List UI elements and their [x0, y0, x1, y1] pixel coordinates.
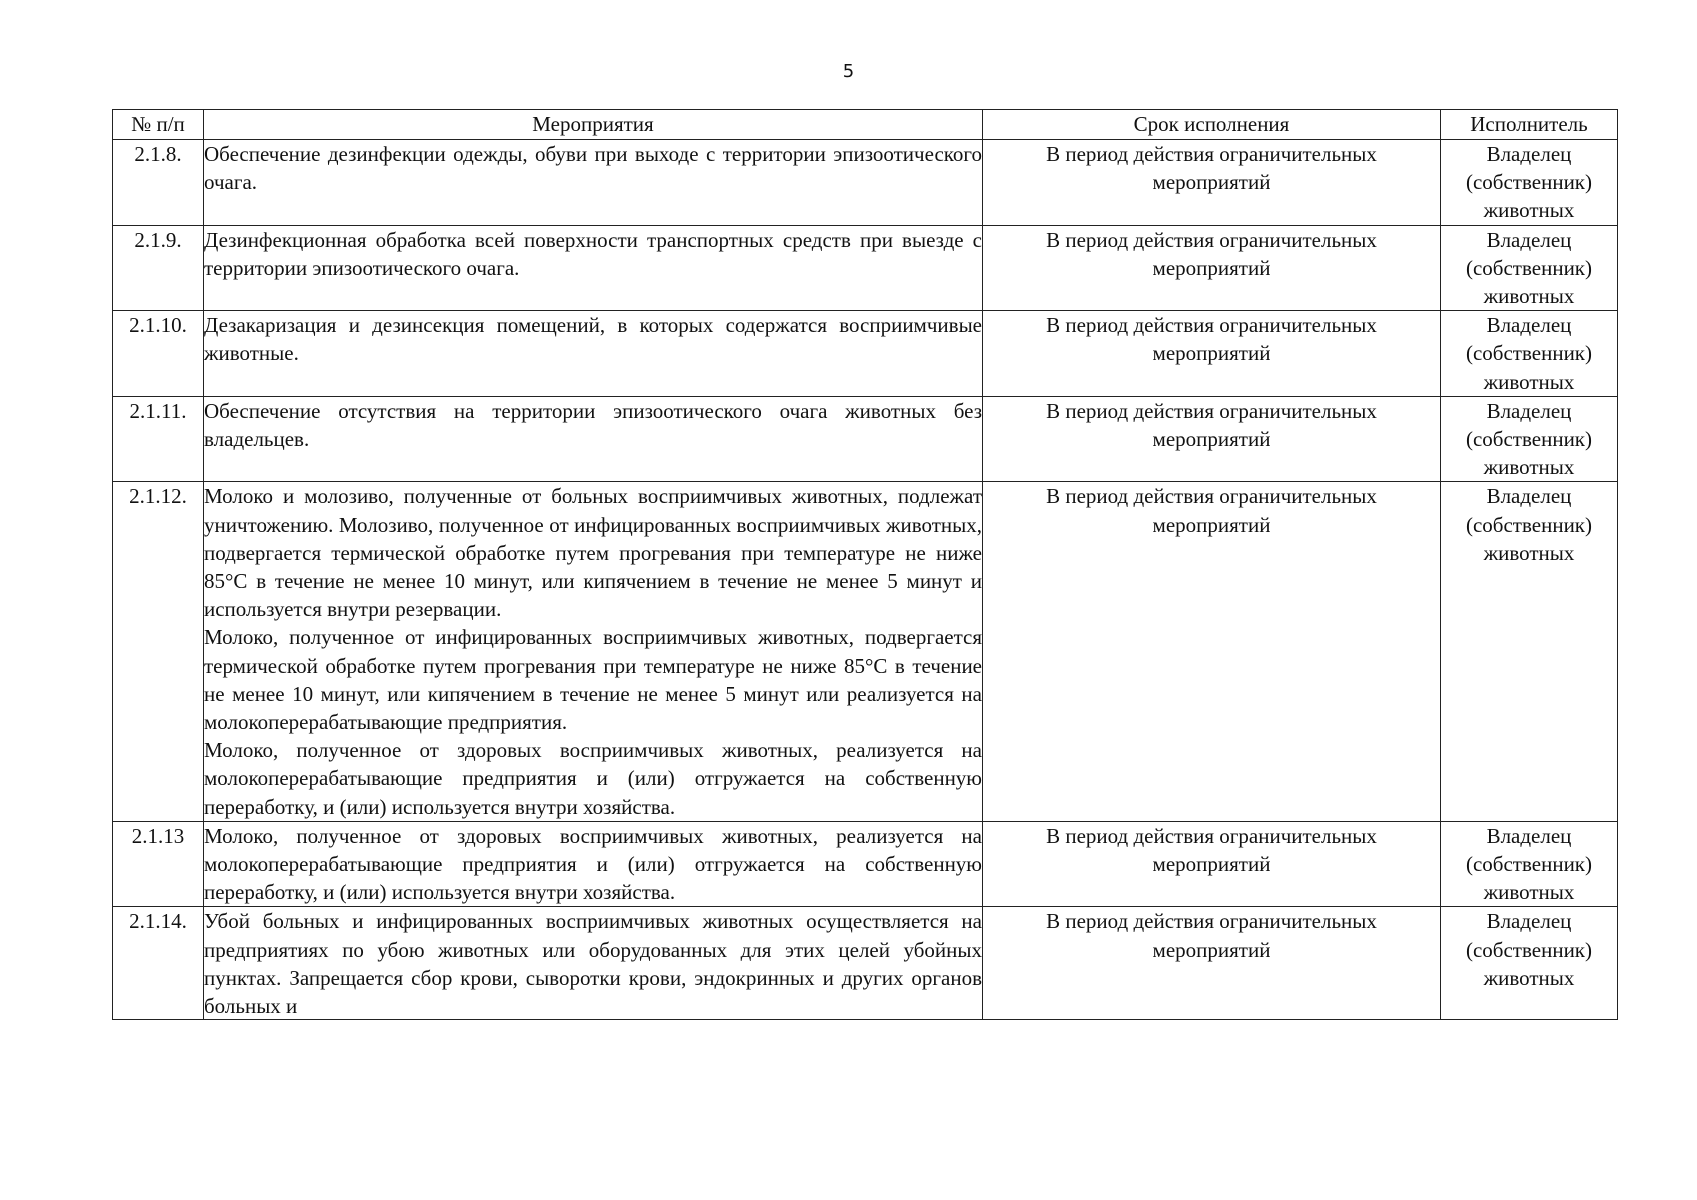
row-number: 2.1.12. — [113, 482, 204, 821]
row-activity: Обеспечение отсутствия на территории эпизоотического очага животных без владельцев. — [204, 396, 983, 482]
row-executor: Владелец (собственник) животных — [1441, 396, 1618, 482]
row-executor: Владелец (собственник) животных — [1441, 225, 1618, 311]
row-activity: Убой больных и инфицированных восприимчивых животных осуществляется на предприятиях по убою животных или оборудованных для этих целей убойных пунктах. Запрещается сбор крови, сыворотки крови, эндокринных и других органов больных и — [204, 907, 983, 1020]
header-executor: Исполнитель — [1441, 110, 1618, 140]
activity-paragraph: Молоко, полученное от инфицированных восприимчивых животных, подвергается термической обработке путем прогревания при температуре не ниже 85°С в течение не менее 10 минут, или кипячением в течение не менее 5 минут или реализуется на молокоперерабатывающие предприятия. — [204, 625, 982, 735]
row-term: В период действия ограничительных мероприятий — [983, 140, 1441, 226]
table-row — [113, 482, 1618, 821]
row-term: В период действия ограничительных мероприятий — [983, 821, 1441, 907]
row-term: В период действия ограничительных мероприятий — [983, 311, 1441, 397]
row-activity: Дезакаризация и дезинсекция помещений, в которых содержатся восприимчивые животные. — [204, 311, 983, 397]
row-term: В период действия ограничительных мероприятий — [983, 907, 1441, 1020]
header-term: Срок исполнения — [983, 110, 1441, 140]
row-number: 2.1.14. — [113, 907, 204, 1020]
table-row — [113, 140, 1618, 226]
row-executor: Владелец (собственник) животных — [1441, 140, 1618, 226]
row-executor: Владелец (собственник) животных — [1441, 311, 1618, 397]
table-row — [113, 907, 1618, 1020]
row-number: 2.1.13 — [113, 821, 204, 907]
table-header-row — [113, 110, 1618, 140]
table-row — [113, 225, 1618, 311]
row-activity: Обеспечение дезинфекции одежды, обуви при выходе с территории эпизоотического очага. — [204, 140, 983, 226]
table-row — [113, 396, 1618, 482]
activity-paragraph: Молоко, полученное от здоровых восприимчивых животных, реализуется на молокоперерабатывающие предприятия и (или) отгружается на собственную переработку, и (или) используется внутри хозяйства. — [204, 738, 982, 819]
activity-paragraph: Молоко и молозиво, полученные от больных восприимчивых животных, подлежат уничтожению. Молозиво, полученное от инфицированных восприимчивых животных, подвергается термической обработке путем прогревания при температуре не ниже 85°С в течение не менее 10 минут, или кипячением в течение не менее 5 минут и используется внутри резервации. — [204, 484, 982, 622]
row-executor: Владелец (собственник) животных — [1441, 482, 1618, 821]
row-activity — [204, 482, 983, 821]
row-activity: Молоко, полученное от здоровых восприимчивых животных, реализуется на молокоперерабатывающие предприятия и (или) отгружается на собственную переработку, и (или) используется внутри хозяйства. — [204, 821, 983, 907]
header-num: № п/п — [113, 110, 204, 140]
row-term: В период действия ограничительных мероприятий — [983, 225, 1441, 311]
measures-table — [112, 109, 1618, 1020]
row-executor: Владелец (собственник) животных — [1441, 821, 1618, 907]
row-term: В период действия ограничительных мероприятий — [983, 482, 1441, 821]
row-number: 2.1.8. — [113, 140, 204, 226]
row-number: 2.1.10. — [113, 311, 204, 397]
header-activity: Мероприятия — [204, 110, 983, 140]
row-activity: Дезинфекционная обработка всей поверхности транспортных средств при выезде с территории эпизоотического очага. — [204, 225, 983, 311]
row-number: 2.1.9. — [113, 225, 204, 311]
row-term: В период действия ограничительных мероприятий — [983, 396, 1441, 482]
table-row — [113, 821, 1618, 907]
row-number: 2.1.11. — [113, 396, 204, 482]
table-row — [113, 311, 1618, 397]
page-number: 5 — [842, 61, 855, 82]
row-executor: Владелец (собственник) животных — [1441, 907, 1618, 1020]
